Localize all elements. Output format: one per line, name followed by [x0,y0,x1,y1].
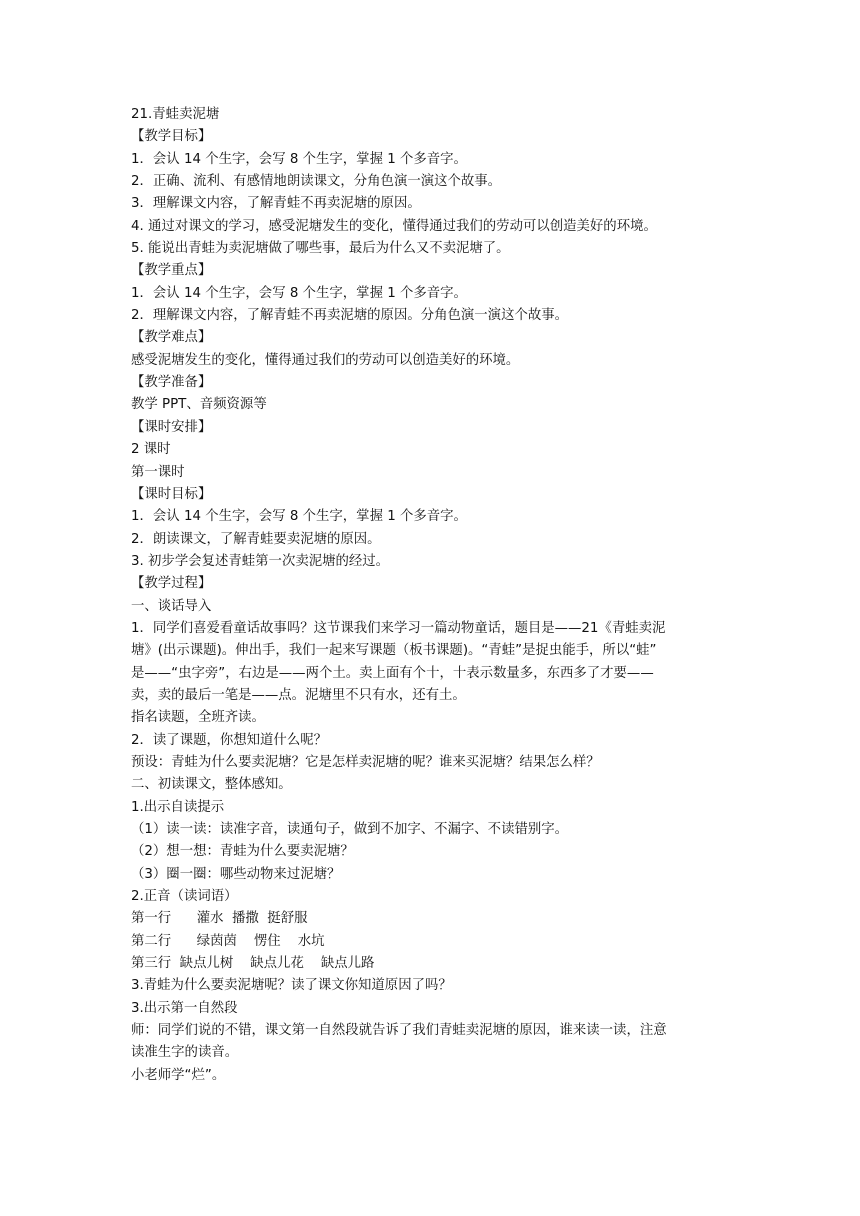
section-heading-schedule: 【课时安排】 [131,419,212,435]
paragraph-line: 2 课时 [131,442,171,458]
subsection-title: 第一课时 [131,464,185,480]
section-heading-key-points: 【教学重点】 [131,263,212,279]
paragraph-line: 1.出示自读提示 [131,799,225,815]
lesson-title: 21.青蛙卖泥塘 [131,107,220,122]
paragraph-line: 3. 初步学会复述青蛙第一次卖泥塘的经过。 [131,553,390,569]
paragraph-line: 3．理解课文内容，了解青蛙不再卖泥塘的原因。 [131,196,421,212]
paragraph-line: 塘》(出示课题)。伸出手，我们一起来写课题（板书课题)。“青蛙”是捉虫能手，所以“蛙” [131,643,657,659]
paragraph-line: （2）想一想：青蛙为什么要卖泥塘？ [131,844,354,860]
paragraph-line: 教学 PPT、音频资源等 [131,397,267,413]
paragraph-line: 感受泥塘发生的变化，懂得通过我们的劳动可以创造美好的环境。 [131,352,520,368]
paragraph-line: 是——“虫字旁”，右边是——两个土。卖上面有个十，十表示数量多，东西多了才要—— [131,665,654,681]
step-heading: 一、谈话导入 [131,598,212,614]
vocab-row: 第三行 缺点儿树 缺点儿花 缺点儿路 [131,956,375,972]
paragraph-line: （3）圈一圈：哪些动物来过泥塘？ [131,866,341,882]
section-heading-preparation: 【教学准备】 [131,375,212,391]
paragraph-line: 2．朗读课文，了解青蛙要卖泥塘的原因。 [131,531,381,547]
paragraph-line: 小老师学“烂”。 [131,1067,226,1083]
paragraph-line: 1．会认 14 个生字，会写 8 个生字，掌握 1 个多音字。 [131,285,467,301]
paragraph-line: （1）读一读：读准字音，读通句子，做到不加字、不漏字、不读错别字。 [131,822,569,837]
paragraph-line: 1．会认 14 个生字，会写 8 个生字，掌握 1 个多音字。 [131,151,467,167]
paragraph-line: 3.出示第一自然段 [131,1000,238,1016]
paragraph-line: 2．正确、流利、有感情地朗读课文，分角色演一演这个故事。 [131,174,502,190]
section-heading-process: 【教学过程】 [131,576,212,592]
paragraph-line: 卖，卖的最后一笔是——点。泥塘里不只有水，还有土。 [131,687,466,703]
step-heading: 二、初读课文，整体感知。 [131,777,292,793]
paragraph-line: 预设：青蛙为什么要卖泥塘？它是怎样卖泥塘的呢？谁来买泥塘？结果怎么样？ [131,754,600,770]
vocab-row: 第一行 灌水 播撒 挺舒服 [131,911,308,927]
document-page [131,104,731,1087]
paragraph-line: 师：同学们说的不错，课文第一自然段就告诉了我们青蛙卖泥塘的原因，谁来读一读，注意 [131,1023,667,1039]
paragraph-line: 2．读了课题，你想知道什么呢？ [131,732,327,748]
paragraph-line: 5. 能说出青蛙为卖泥塘做了哪些事，最后为什么又不卖泥塘了。 [131,241,510,257]
paragraph-line: 2.正音（读词语） [131,889,238,905]
section-heading-period-goals: 【课时目标】 [131,486,212,502]
paragraph-line: 1．会认 14 个生字，会写 8 个生字，掌握 1 个多音字。 [131,509,467,525]
paragraph-line: 1．同学们喜爱看童话故事吗？这节课我们来学习一篇动物童话，题目是——21《青蛙卖泥 [131,620,666,636]
vocab-row: 第二行 绿茵茵 愣住 水坑 [131,933,325,949]
paragraph-line: 4. 通过对课文的学习，感受泥塘发生的变化，懂得通过我们的劳动可以创造美好的环境。 [131,218,657,234]
paragraph-line: 读准生字的读音。 [131,1045,239,1061]
section-heading-teaching-goals: 【教学目标】 [131,129,212,145]
paragraph-line: 3.青蛙为什么要卖泥塘呢？读了课文你知道原因了吗？ [131,978,452,994]
section-heading-difficulties: 【教学难点】 [131,330,212,346]
paragraph-line: 指名读题，全班齐读。 [131,710,265,726]
paragraph-line: 2．理解课文内容，了解青蛙不再卖泥塘的原因。分角色演一演这个故事。 [131,308,569,324]
